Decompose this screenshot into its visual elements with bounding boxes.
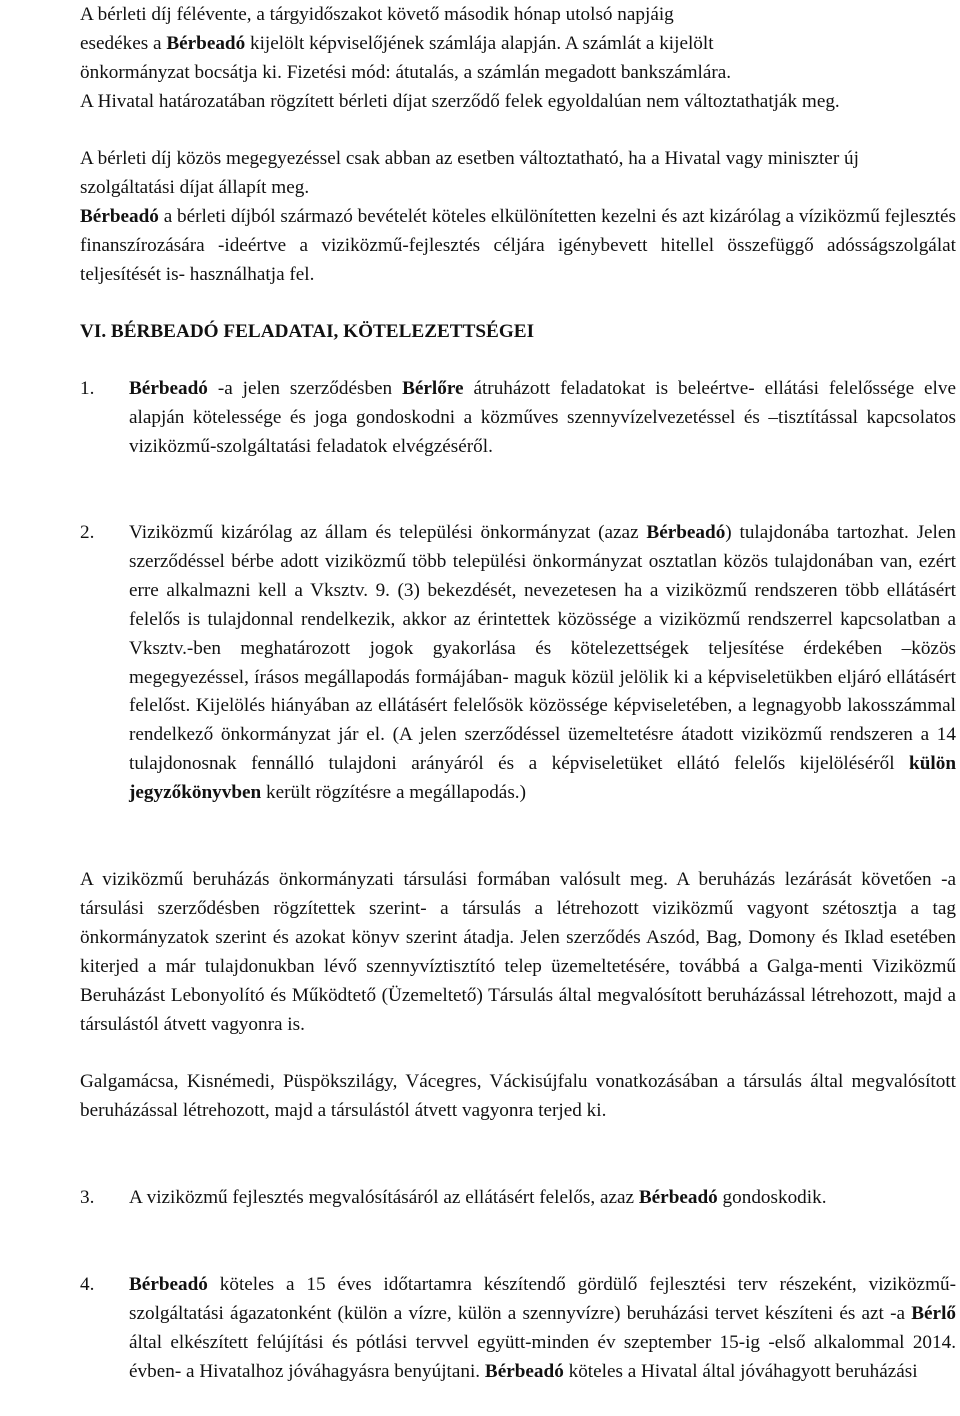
- item-number: 2.: [80, 522, 95, 543]
- payment-paragraph: A bérleti díj félévente, a tárgyidőszakot követő második hónap utolsó napjáig esedékes a Bérbeadó kijelölt képviselőjének számlája alapján. A számlát a kijelölt önkormányzat bocsátja ki. Fizetési mód: átutalás, a számlán megadott bankszámlára.: [80, 4, 732, 83]
- fee-change-paragraph: A bérleti díj közös megegyezéssel csak abban az esetben változtatható, ha a Hivatal vagy miniszter új szolgáltatási díjat állapít meg.: [80, 148, 859, 198]
- payment-line-1: A bérleti díj félévente, a tárgyidőszakot követő második hónap utolsó napjáig: [80, 4, 674, 25]
- item-text: A viziközmű fejlesztés megvalósításáról az ellátásért felelős, azaz Bérbeadó gondoskodik.: [129, 1187, 827, 1208]
- item-number: 3.: [80, 1187, 95, 1208]
- bold-berbeado: Bérbeadó: [80, 206, 159, 227]
- list-item-1: [80, 375, 956, 462]
- revenue-paragraph: Bérbeadó a bérleti díjból származó bevételét köteles elkülönítetten kezelni és azt kizárólag a víziközmű fejlesztés finanszírozására -ideértve a viziközmű-fejlesztés céljára igénybevett hitellel összefüggő adósságszolgálat teljesítését is- használhatja fel.: [80, 206, 956, 285]
- list-item-4: [80, 1271, 956, 1387]
- section-title: VI. BÉRBEADÓ FELADATAI, KÖTELEZETTSÉGEI: [80, 321, 535, 342]
- item-number: 1.: [80, 378, 95, 399]
- item-text: Viziközmű kizárólag az állam és települési önkormányzat (azaz Bérbeadó) tulajdonába tartozhat. Jelen szerződéssel bérbe adott viziközmű több települési önkormányzat osztatlan közös tulajdonában van, ezért erre alkalmazni kell a Vksztv. 9. (3) bekezdését, nevezetesen ha a viziközmű rendszeren több ellátásért felelős is tulajdonnal rendelkezik, akkor az érintettek közössége a viziközmű rendszerrel kapcsolatban a Vksztv.-ben meghatározott jogok gyakorlása és kötelezettségek teljesítése érdekében –közös megegyezéssel, írásos megállapodás formájában- maguk közül jelölik ki a képviseletükben eljáró ellátásért felelőst. Kijelölés hiányában az ellátásért felelősök közössége képviseletében, a legnagyobb lakosszámmal rendelkező önkormányzat jár el. (A jelen szerződéssel üzemeltetésre átadott viziközmű rendszeren a 14 tulajdonosnak fennálló tulajdoni arányáról és a képviseletüket ellátó felelős kijelöléséről külön jegyzőkönyvben került rögzítésre a megállapodás.): [129, 522, 956, 804]
- item-text: Bérbeadó -a jelen szerződésben Bérlőre átruházott feladatokat is beleértve- ellátási felelőssége elve alapján kötelessége és joga gondoskodni a közműves szennyvízelvezetéssel és –tisztítással kapcsolatos viziközmű-szolgáltatási feladatok elvégzéséről.: [129, 378, 956, 457]
- item-text: Bérbeadó köteles a 15 éves időtartamra készítendő gördülő fejlesztési terv részeként, viziközmű-szolgáltatási ágazatonként (külön a vízre, külön a szennyvízre) beruházási tervet készíteni és azt -a Bérlő által elkészített felújítási és pótlási tervvel együtt-minden év szeptember 15-ig -első alkalommal 2014. évben- a Hivatalhoz jóváhagyásra benyújtani. Bérbeadó köteles a Hivatal által jóváhagyott beruházási: [129, 1274, 956, 1382]
- municipalities-paragraph: Galgamácsa, Kisnémedi, Püspökszilágy, Vácegres, Váckisújfalu vonatkozásában a társulás által megvalósított beruházással létrehozott, majd a társulástól átvett vagyonra terjed ki.: [80, 1071, 956, 1121]
- list-item-2: [80, 519, 956, 808]
- section-heading: [80, 318, 956, 347]
- item-number: 4.: [80, 1274, 95, 1295]
- fixed-fee-paragraph: A Hivatal határozatában rögzített bérleti díjat szerződő felek egyoldalúan nem változtathatják meg.: [80, 91, 840, 112]
- list-item-3: [80, 1184, 956, 1213]
- bold-berbeado: Bérbeadó: [166, 32, 246, 54]
- investment-paragraph: A viziközmű beruházás önkormányzati társulási formában valósult meg. A beruházás lezárását követően -a társulási szerződésben rögzítettek szerint- a társulás a létrehozott viziközmű vagyont szétosztja a tag önkormányzatok szerint és azokat könyv szerint átadja. Jelen szerződés Aszód, Bag, Domony és Iklad esetében kiterjed a már tulajdonukban lévő szennyvíztisztító telep üzemeltetésére, továbbá a Galga-menti Viziközmű Beruházást Lebonyolító és Működtető (Üzemeltető) Társulás által megvalósított beruházással létrehozott, majd a társulástól átvett vagyonra is.: [80, 869, 956, 1035]
